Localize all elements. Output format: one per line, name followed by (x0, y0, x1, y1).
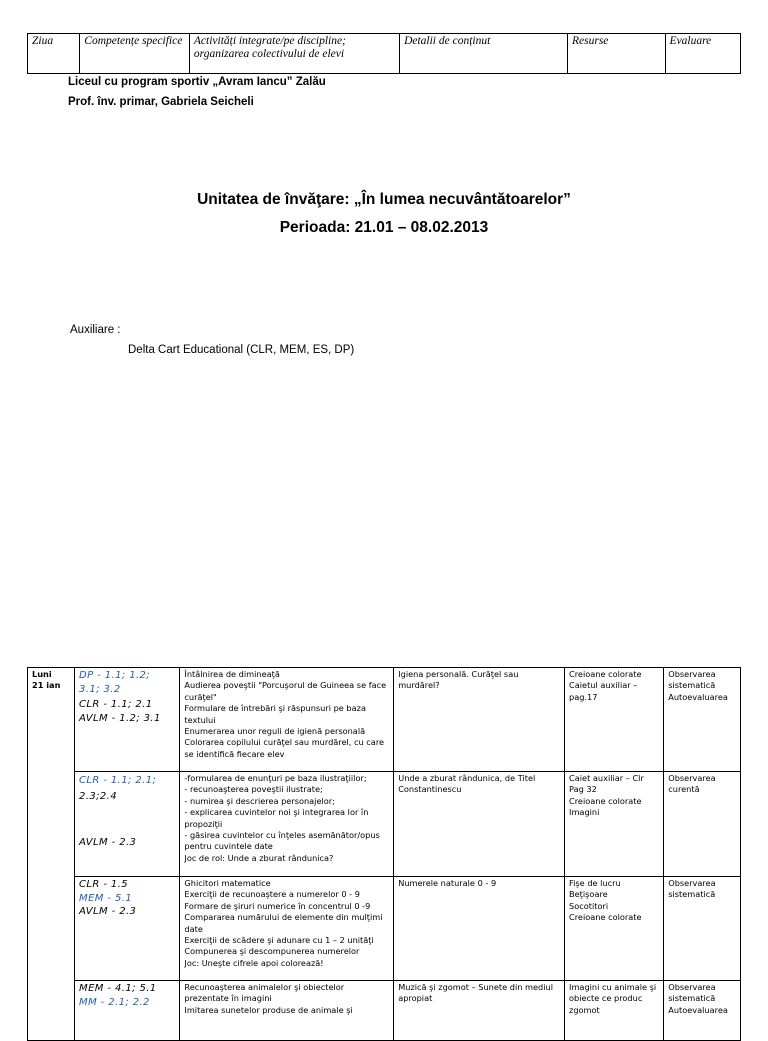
resurse-cell: Creioane colorate Caietul auxiliar – pag.17 (565, 668, 664, 772)
column-header-evaluare: Evaluare (665, 34, 740, 74)
table-row (28, 981, 741, 1041)
competenta-line: 2.3;2.4 (79, 790, 118, 802)
unit-title: Unitatea de învăţare: „În lumea necuvântătoarelor” (197, 191, 571, 208)
competente-cell (75, 772, 180, 877)
competenta-line (79, 820, 175, 836)
competenta-line: AVLM - 2.3 (79, 837, 137, 848)
competenta-line: CLR - 1.1; 2.1 (79, 698, 153, 710)
detalii-cell: Muzică şi zgomot – Sunete din mediul apropiat (394, 981, 565, 1041)
auxiliare-text: Delta Cart Educational (CLR, MEM, ES, DP) (128, 344, 355, 356)
table-row (28, 668, 741, 772)
competenta-line: MM - 2.1; 2.2 (79, 997, 150, 1008)
evaluare-cell: Observarea sistematică Autoevaluarea (664, 668, 741, 772)
day-cell: Luni 21 ian (28, 668, 75, 1041)
schedule-table (27, 667, 741, 1041)
evaluare-cell: Observarea sistematică Autoevaluarea (664, 981, 741, 1041)
school-name: Liceul cu program sportiv „Avram Iancu” Zalău (68, 76, 326, 88)
competenta-line: AVLM - 1.2; 3.1 (79, 713, 161, 725)
competenta-line: MEM - 5.1 (79, 892, 133, 904)
table-row (28, 772, 741, 877)
competente-cell (75, 668, 180, 772)
header-table (27, 33, 741, 74)
competenta-line: MEM - 4.1; 5.1 (79, 983, 157, 994)
detalii-cell: Igiena personală. Curăţel sau murdărel? (394, 668, 565, 772)
header-row (28, 34, 741, 74)
activitati-cell: Ghicitori matematice Exerciţii de recunoaştere a numerelor 0 - 9 Formare de şiruri numerice în concentrul 0 -9 Compararea numărului de elemente din mulţimi date Exerciţii de scădere şi adunare cu 1 – 2 unităţi Compunerea şi descompunerea numerelor Joc: Uneşte cifrele apoi colorează! (180, 877, 394, 981)
unit-period: Perioada: 21.01 – 08.02.2013 (279, 219, 489, 236)
competenta-line: 3.1; 3.2 (79, 684, 121, 696)
evaluare-cell: Observarea curentă (664, 772, 741, 877)
competenta-line (79, 804, 175, 820)
activitati-cell: -formularea de enunţuri pe baza ilustraţiilor; - recunoaşterea poveştii ilustrate; - numirea şi descrierea personajelor; - explicarea cuvintelor noi şi integrarea lor în propoziţii - găsirea cuvintelor cu înţeles asemănător/opus pentru cuvintele date Joc de rol: Unde a zburat rândunica? (180, 772, 394, 877)
detalii-cell: Unde a zburat rândunica, de Titel Constantinescu (394, 772, 565, 877)
competente-cell (75, 877, 180, 981)
resurse-cell: Caiet auxiliar – Clr Pag 32 Creioane colorate Imagini (565, 772, 664, 877)
resurse-cell: Fişe de lucru Beţişoare Socotitori Creioane colorate (565, 877, 664, 981)
evaluare-cell: Observarea sistematică (664, 877, 741, 981)
competente-cell (75, 981, 180, 1041)
column-header-detalii: Detalii de conținut (400, 34, 568, 74)
activitati-cell: Întâlnirea de dimineaţă Audierea poveştii "Porcuşorul de Guineea se face curăţel" Formulare de întrebări şi răspunsuri pe baza textului Enumerarea unor reguli de igienă personală Colorarea copilului curăţel sau murdărel, cu care se identifică fiecare elev (180, 668, 394, 772)
teacher-name: Prof. înv. primar, Gabriela Seicheli (68, 96, 254, 108)
table-row (28, 877, 741, 981)
column-header-resurse: Resurse (568, 34, 666, 74)
resurse-cell: Imagini cu animale şi obiecte ce produc zgomot (565, 981, 664, 1041)
column-header-competente: Competențe specifice (80, 34, 190, 74)
competenta-line: DP - 1.1; 1.2; (79, 670, 151, 681)
auxiliare-label: Auxiliare : (70, 324, 121, 336)
competenta-line: CLR - 1.5 (79, 879, 129, 890)
column-header-activitati: Activități integrate/pe discipline; organizarea colectivului de elevi (189, 34, 399, 74)
column-header-ziua: Ziua (28, 34, 80, 74)
activitati-cell: Recunoaşterea animalelor şi obiectelor prezentate în imagini Imitarea sunetelor produse de animale şi (180, 981, 394, 1041)
detalii-cell: Numerele naturale 0 - 9 (394, 877, 565, 981)
competenta-line: CLR - 1.1; 2.1; (79, 775, 157, 786)
competenta-line: AVLM - 2.3 (79, 906, 137, 917)
